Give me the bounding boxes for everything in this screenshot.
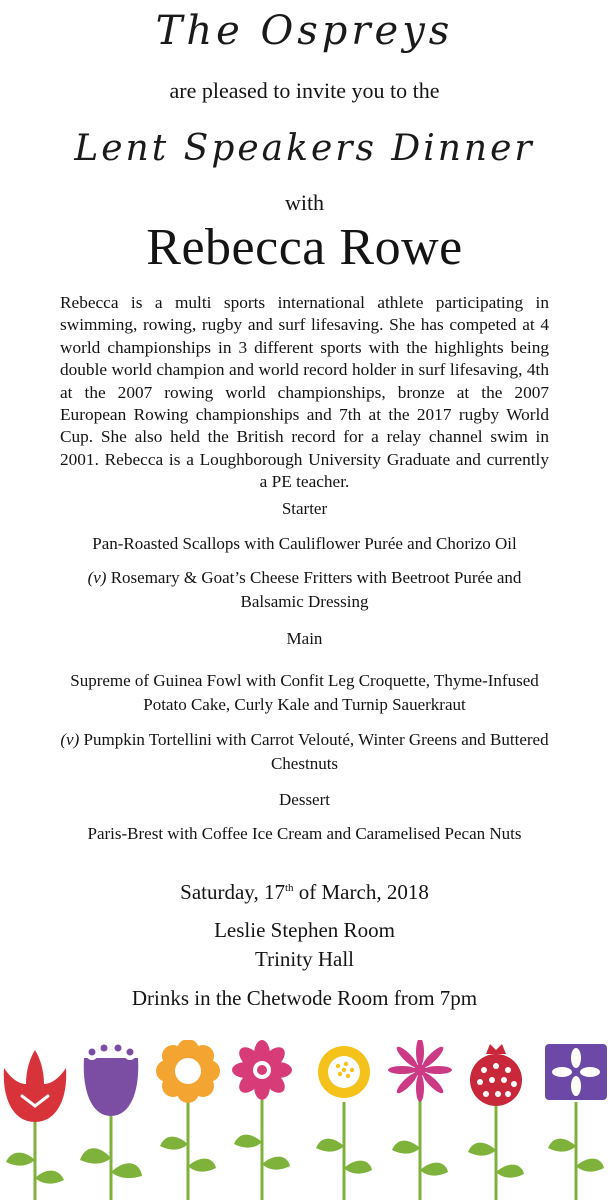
invite-line: are pleased to invite you to the <box>169 78 440 103</box>
red-tulip-icon <box>4 1050 66 1200</box>
main-item-text: Pumpkin Tortellini with Carrot Velouté, Winter Greens and Buttered Chestnuts <box>83 730 549 773</box>
event-date <box>0 880 609 905</box>
violet-square-flower-icon <box>545 1044 607 1200</box>
venue-hall: Trinity Hall <box>255 947 354 971</box>
speaker-bio: Rebecca is a multi sports international athlete participating in swimming, rowing, rugby and surf lifesaving. She has competed at 4 world championships in 3 different sports with the highlights being double world champion and world record holder in surf lifesaving, 4th at the 2007 rowing world championships, bronze at the 2007 European Rowing championships and 7th at the 2017 rugby World Cup. She also held the British record for a relay channel swim in 2001. Rebecca is a Loughborough University Graduate and currently a PE teacher. <box>60 293 549 492</box>
main-item: Supreme of Guinea Fowl with Confit Leg Croquette, Thyme-Infused Potato Cake, Curly Kale and Turnip Sauerkraut <box>70 671 539 714</box>
date-day: Saturday, 17 <box>180 880 285 904</box>
pomegranate-flower-icon <box>468 1044 524 1200</box>
dessert-heading: Dessert <box>279 790 330 809</box>
date-ordinal: th <box>284 882 294 894</box>
vegetarian-mark: (v) <box>87 568 107 587</box>
drinks-info: Drinks in the Chetwode Room from 7pm <box>131 986 478 1010</box>
dessert-item: Paris-Brest with Coffee Ice Cream and Caramelised Pecan Nuts <box>87 824 522 843</box>
starter-heading: Starter <box>281 499 328 518</box>
starter-item-vegetarian <box>60 566 549 614</box>
purple-tulip-icon <box>80 1044 142 1200</box>
starter-item: Pan-Roasted Scallops with Cauliflower Purée and Chorizo Oil <box>92 534 517 553</box>
speaker-name: Rebecca Rowe <box>146 219 463 276</box>
date-rest: of March, 2018 <box>293 880 429 904</box>
flower-border <box>0 1040 609 1200</box>
yellow-sunflower-icon <box>316 1046 372 1200</box>
host-title: The Ospreys <box>155 8 454 54</box>
vegetarian-mark: (v) <box>60 730 80 749</box>
orange-daisy-icon <box>156 1040 220 1200</box>
with-line: with <box>284 190 325 215</box>
starter-item-text: Rosemary & Goat’s Cheese Fritters with Beetroot Purée and Balsamic Dressing <box>110 568 522 611</box>
magenta-star-flower-icon <box>388 1040 452 1200</box>
pink-flower-icon <box>232 1040 292 1200</box>
main-heading: Main <box>286 629 323 648</box>
venue-room: Leslie Stephen Room <box>214 918 395 942</box>
main-item-vegetarian <box>60 728 549 776</box>
event-name: Lent Speakers Dinner <box>74 128 535 169</box>
